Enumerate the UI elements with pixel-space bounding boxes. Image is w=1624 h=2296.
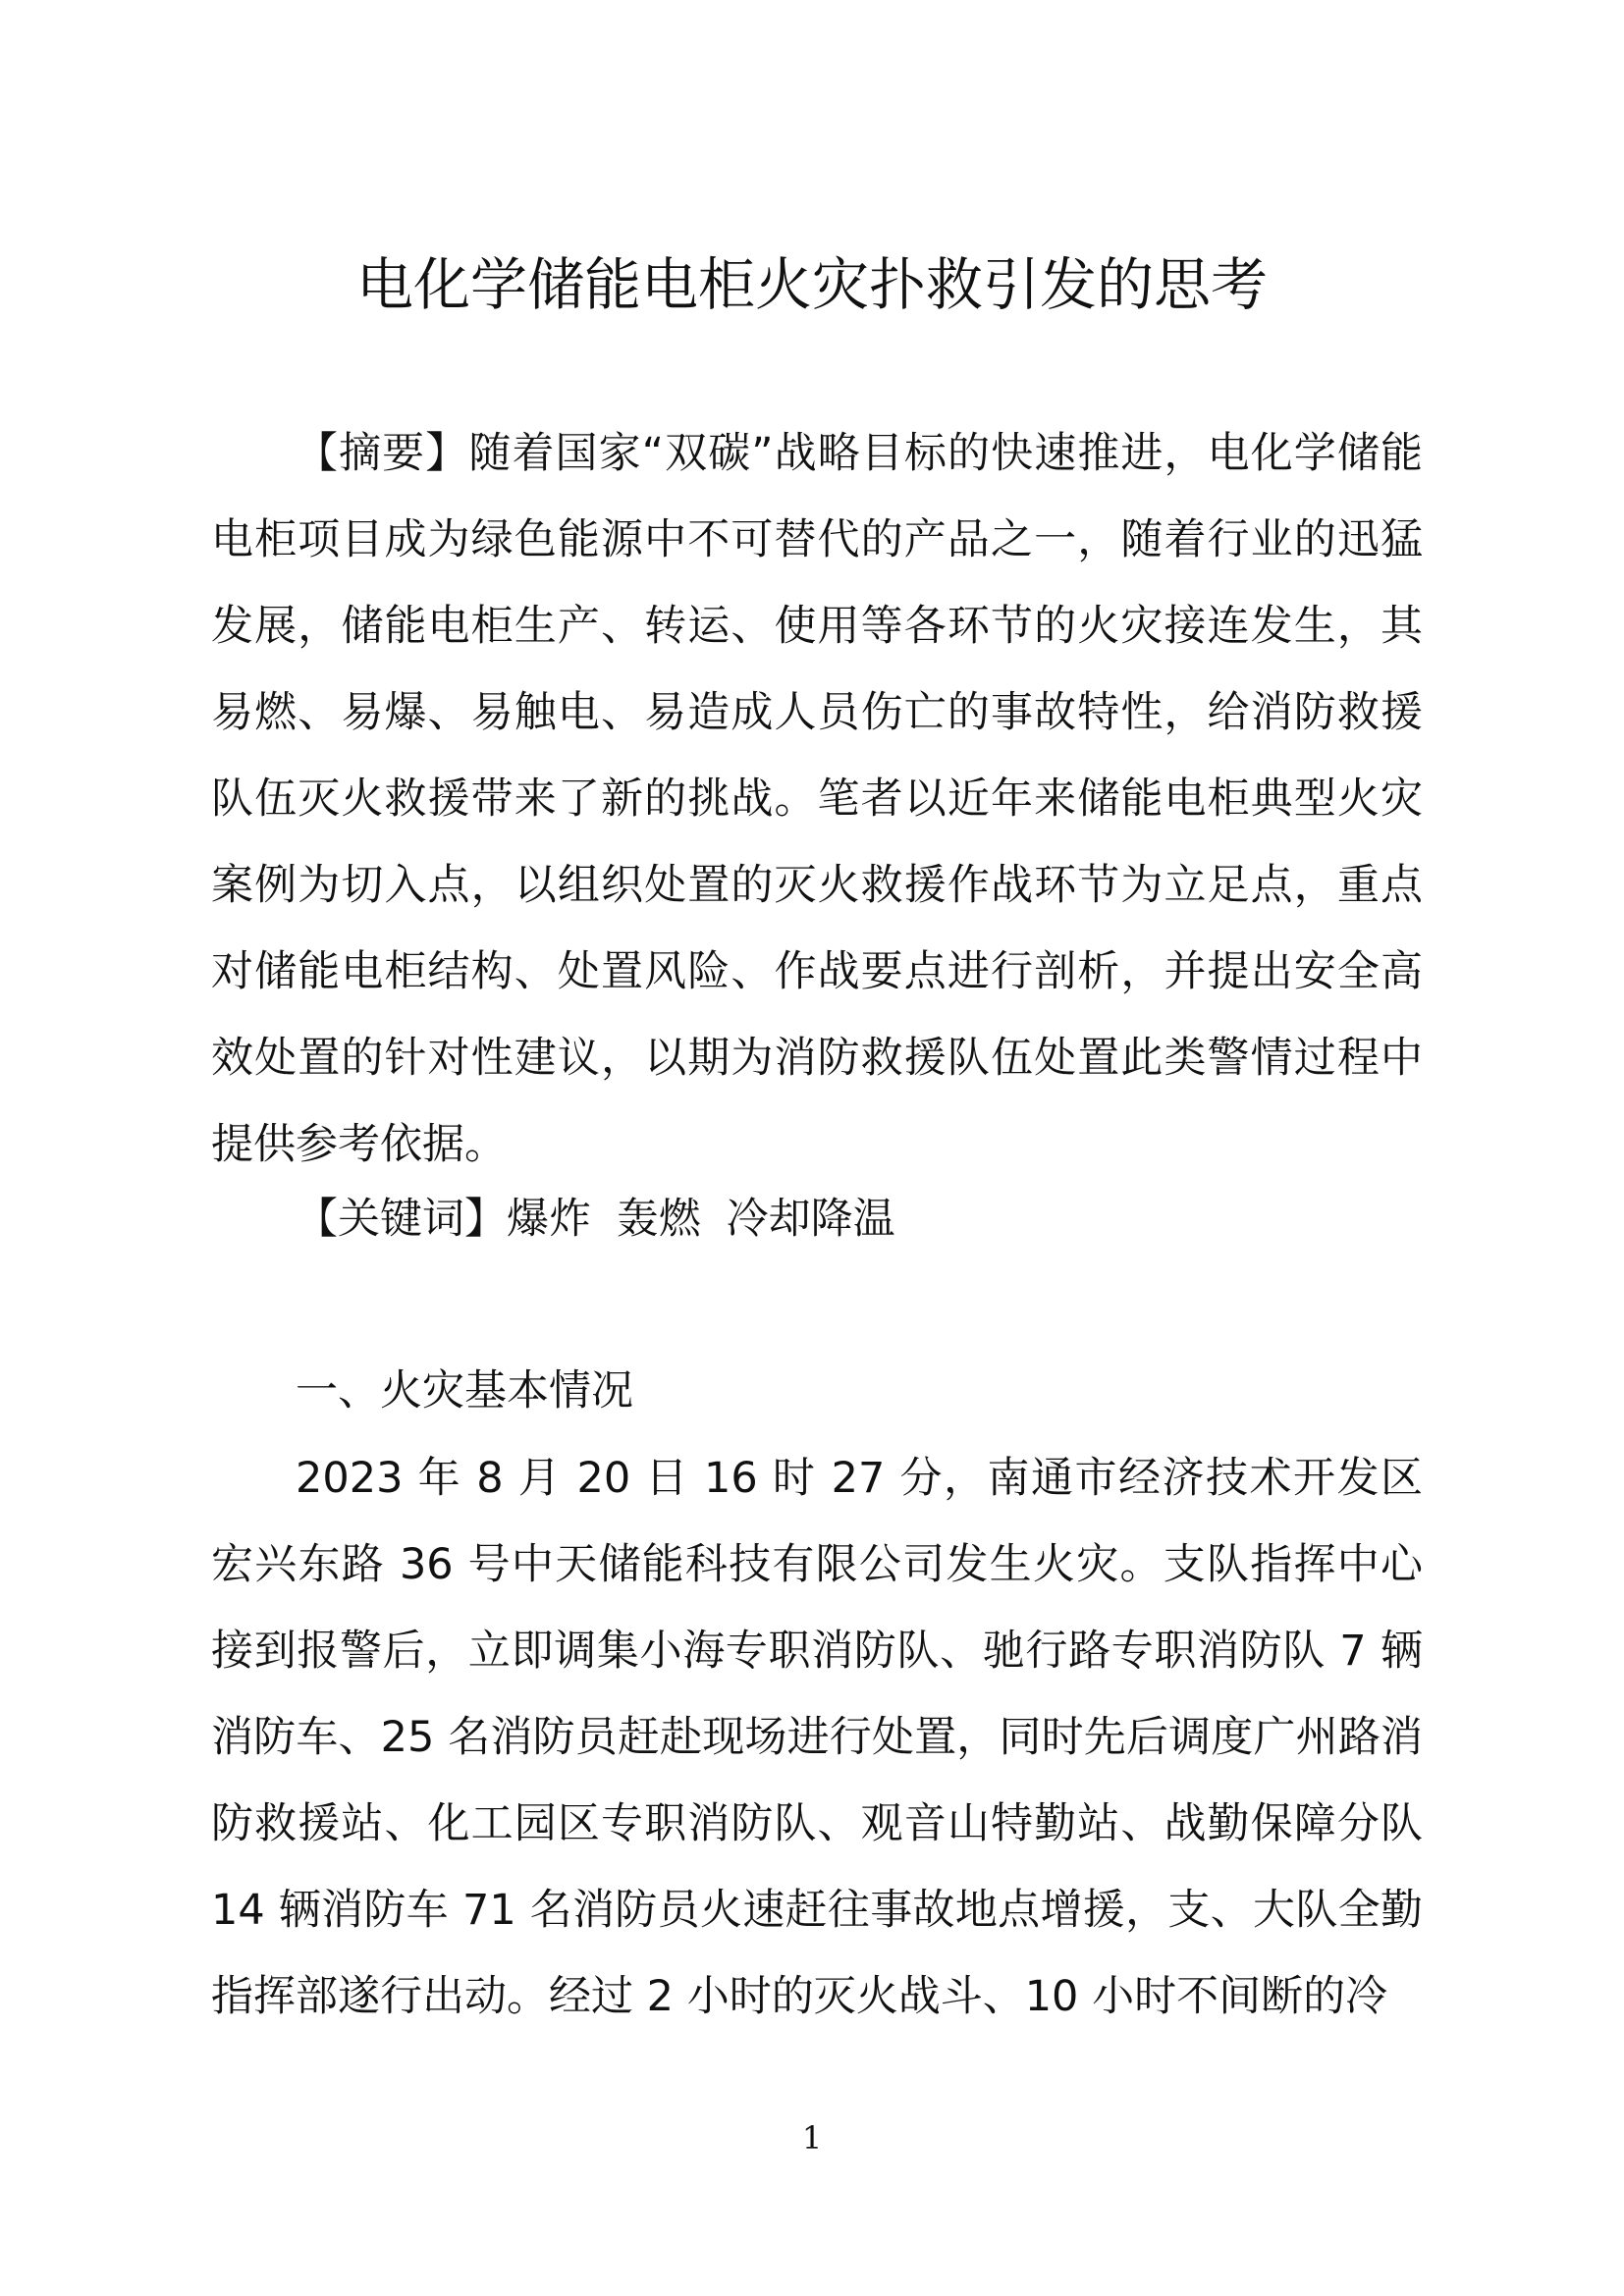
section-heading: 一、火灾基本情况 — [296, 1366, 633, 1415]
keyword-item: 爆炸 — [507, 1195, 591, 1244]
keywords-line — [211, 1176, 1423, 1262]
section-body — [211, 1435, 1423, 2040]
abstract-block — [211, 410, 1423, 1188]
section-paragraph: 2023 年 8 月 20 日 16 时 27 分，南通市经济技术开发区宏兴东路 36 号中天储能科技有限公司发生火灾。支队指挥中心接到报警后，立即调集小海专职消防队、驰行路专职消防队 7 辆消防车、25 名消防员赶赴现场进行处置，同时先后调度广州路消防救援站、化工园区专职消防队、观音山特勤站、战勤保障分队 14 辆消防车 71 名消防员火速赶往事故地点增援，支、大队全勤指挥部遂行出动。经过 2 小时的灭火战斗、10 小时不间断的冷 — [211, 1454, 1423, 2021]
abstract-paragraph: 【摘要】随着国家“双碳”战略目标的快速推进，电化学储能电柜项目成为绿色能源中不可替代的产品之一，随着行业的迅猛发展，储能电柜生产、转运、使用等各环节的火灾接连发生，其易燃、易爆、易触电、易造成人员伤亡的事故特性，给消防救援队伍灭火救援带来了新的挑战。笔者以近年来储能电柜典型火灾案例为切入点，以组织处置的灭火救援作战环节为立足点，重点对储能电柜结构、处置风险、作战要点进行剖析，并提出安全高效处置的针对性建议，以期为消防救援队伍处置此类警情过程中提供参考依据。 — [211, 429, 1423, 1169]
keywords-label: 【关键词】 — [296, 1195, 507, 1244]
page-number: 1 — [801, 2119, 823, 2157]
document-title: 电化学储能电柜火灾扑救引发的思考 — [355, 251, 1268, 318]
keyword-item: 冷却降温 — [726, 1195, 895, 1244]
keyword-item: 轰燃 — [616, 1195, 701, 1244]
